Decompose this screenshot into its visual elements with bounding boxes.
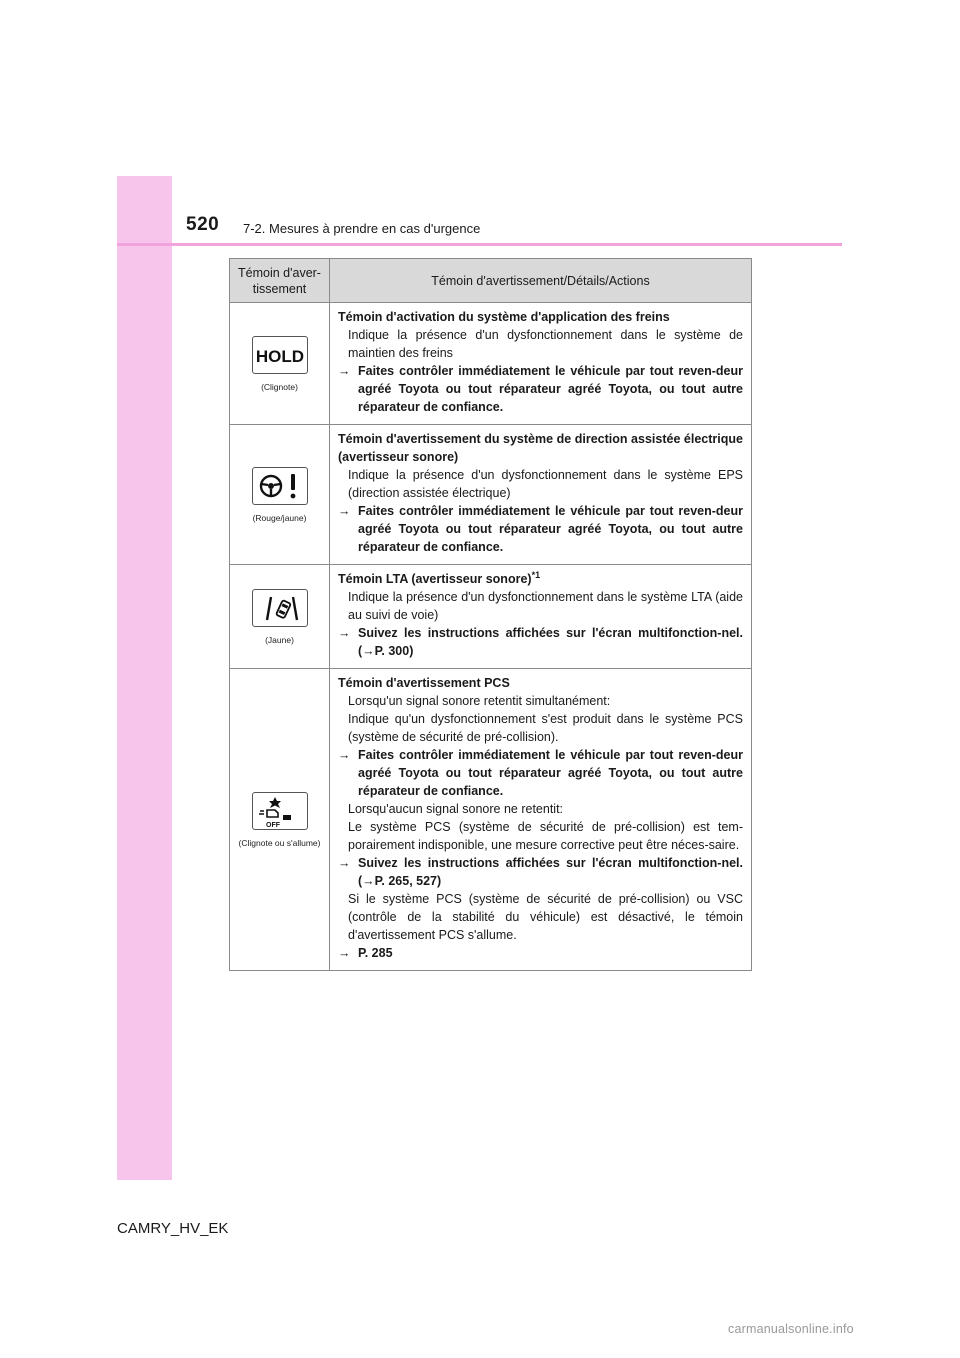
row-title: Témoin LTA (avertisseur sonore)$^{*1}$ bbox=[338, 569, 541, 586]
lane-trace-icon bbox=[252, 589, 308, 627]
document-code: CAMRY_HV_EK bbox=[117, 1220, 229, 1237]
row-title: Témoin d'avertissement PCS bbox=[338, 676, 510, 690]
page-reference[interactable]: P. 285 bbox=[358, 946, 393, 960]
action-line: → Faites contrôler immédiatement le véhicule par tout reven-deur agréé Toyota ou tout réparateur agréé Toyota, ou tout autre réparateur de confiance. bbox=[338, 504, 743, 554]
table-row bbox=[230, 565, 752, 669]
action-line: → Suivez les instructions affichées sur l'écran multifonction-nel. (→P. 300) bbox=[338, 626, 743, 658]
action-line: → Faites contrôler immédiatement le véhicule par tout reven-deur agréé Toyota ou tout réparateur agréé Toyota, ou tout autre réparateur de confiance. bbox=[338, 748, 743, 798]
icon-caption: (Clignote ou s'allume) bbox=[238, 837, 321, 848]
arrow-icon: → bbox=[338, 364, 351, 378]
table-row bbox=[230, 425, 752, 565]
table-row bbox=[230, 669, 752, 971]
page-number: 520 bbox=[186, 214, 220, 235]
pcs-off-text: OFF bbox=[265, 821, 280, 829]
arrow-icon: → bbox=[338, 748, 351, 762]
action-line bbox=[338, 944, 743, 962]
detail-text: Indique la présence d'un dysfonctionnement dans le système LTA (aide au suivi de voie) bbox=[348, 590, 743, 622]
details-cell bbox=[330, 669, 752, 971]
section-title: 7-2. Mesures à prendre en cas d'urgence bbox=[243, 221, 481, 236]
icon-caption: (Clignote) bbox=[261, 381, 298, 392]
icon-caption: (Jaune) bbox=[265, 634, 294, 645]
arrow-icon: → bbox=[338, 946, 351, 960]
brake-hold-icon-text: HOLD bbox=[255, 346, 304, 366]
page-reference[interactable]: P. 300 bbox=[374, 644, 410, 658]
watermark: carmanualsonline.info bbox=[728, 1322, 854, 1336]
detail-text: Si le système PCS (système de sécurité de pré-collision) ou VSC (contrôle de la stabilité du véhicule) est désactivé, le témoin d'avertissement PCS s'allume. bbox=[348, 892, 743, 942]
detail-text: Lorsqu'un signal sonore retentit simultanément: bbox=[348, 694, 611, 708]
page-reference[interactable]: P. 265, 527 bbox=[374, 874, 438, 888]
details-cell bbox=[330, 565, 752, 669]
details-cell bbox=[330, 303, 752, 425]
pcs-warning-icon bbox=[252, 792, 308, 830]
header-divider bbox=[117, 243, 842, 246]
chapter-sidebar-tab bbox=[117, 176, 172, 1180]
action-line: → Faites contrôler immédiatement le véhicule par tout reven-deur agréé Toyota ou tout réparateur agréé Toyota, ou tout autre réparateur de confiance. bbox=[338, 364, 743, 414]
table-row bbox=[230, 303, 752, 425]
column-header-details: Témoin d'avertissement/Détails/Actions bbox=[330, 259, 752, 303]
arrow-icon: → bbox=[338, 626, 351, 640]
details-cell bbox=[330, 425, 752, 565]
detail-text: Indique qu'un dysfonctionnement s'est produit dans le système PCS (système de sécurité de pré-collision). bbox=[348, 712, 743, 744]
action-line: → Suivez les instructions affichées sur l'écran multifonction-nel. (→P. 265, 527) bbox=[338, 856, 743, 888]
steering-warning-icon bbox=[252, 467, 308, 505]
icon-cell bbox=[230, 669, 330, 971]
icon-caption: (Rouge/jaune) bbox=[252, 512, 307, 523]
arrow-icon: → bbox=[338, 856, 351, 870]
icon-cell bbox=[230, 303, 330, 425]
detail-text: Le système PCS (système de sécurité de pré-collision) est tem-porairement indisponible, une mesure corrective peut être néces-saire. bbox=[348, 820, 743, 852]
warning-light-table bbox=[229, 258, 752, 971]
table-header-row bbox=[230, 259, 752, 303]
footnote-marker: *1 bbox=[531, 569, 541, 580]
detail-text: Indique la présence d'un dysfonctionnement dans le système de maintien des freins bbox=[348, 328, 743, 360]
row-title: Témoin d'activation du système d'application des freins bbox=[338, 310, 670, 324]
brake-hold-icon bbox=[252, 336, 308, 374]
arrow-icon: → bbox=[338, 504, 351, 518]
icon-cell bbox=[230, 425, 330, 565]
column-header-light: Témoin d'aver- tissement bbox=[230, 259, 330, 303]
icon-cell bbox=[230, 565, 330, 669]
detail-text: Lorsqu'aucun signal sonore ne retentit: bbox=[348, 802, 564, 816]
detail-text: Indique la présence d'un dysfonctionnement dans le système EPS (direction assistée électrique) bbox=[348, 468, 743, 500]
row-title: Témoin d'avertissement du système de direction assistée électrique (avertisseur sonore) bbox=[338, 432, 743, 464]
